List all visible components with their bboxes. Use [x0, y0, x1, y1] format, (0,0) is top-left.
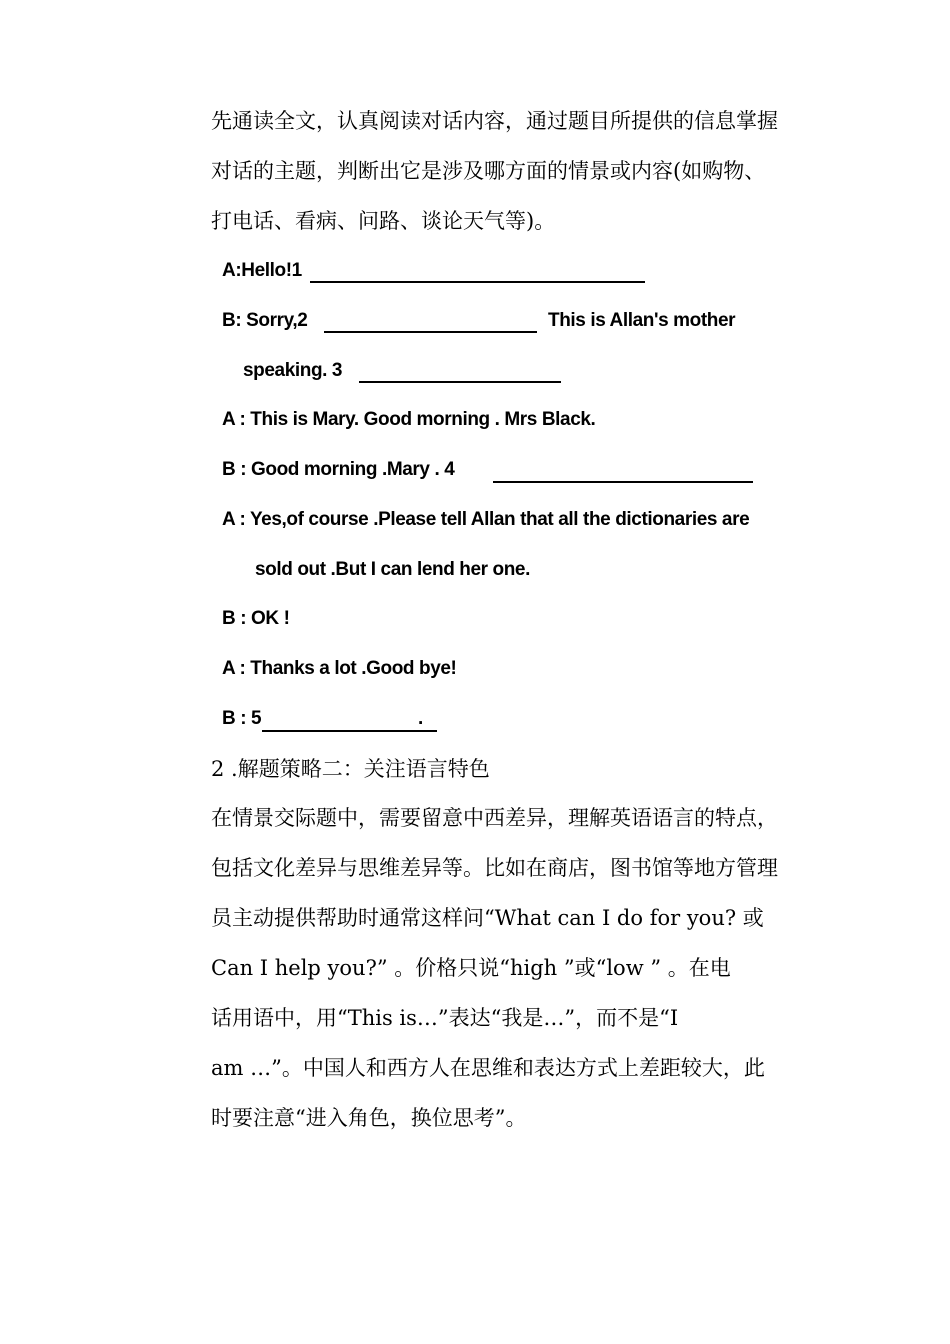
- section-2-line-7: 时要注意“进入角色，换位思考”。: [211, 1106, 527, 1130]
- dialogue-line-8: B : OK !: [222, 608, 290, 629]
- dialogue-line-2-end: This is Allan's mother: [548, 310, 736, 331]
- dialogue-line-2-start: B: Sorry,2: [222, 310, 308, 331]
- answer-blank-1[interactable]: [310, 281, 645, 283]
- section-2-line-5: 话用语中，用“This is…”表达“我是…”，而不是“I: [211, 1006, 679, 1030]
- dialogue-line-4: A : This is Mary. Good morning . Mrs Black.: [222, 409, 596, 430]
- section-2-line-4: Can I help you?” 。价格只说“high ”或“low ” 。在电: [211, 956, 731, 980]
- dialogue-line-3: speaking. 3: [243, 360, 343, 381]
- intro-line-1: 先通读全文，认真阅读对话内容，通过题目所提供的信息掌握: [211, 109, 778, 133]
- section-2-line-2: 包括文化差异与思维差异等。比如在商店，图书馆等地方管理: [211, 856, 778, 880]
- dialogue-line-5: B : Good morning .Mary . 4: [222, 459, 455, 480]
- section-2-line-1: 在情景交际题中，需要留意中西差异，理解英语语言的特点，: [211, 806, 778, 830]
- answer-blank-3[interactable]: [359, 381, 561, 383]
- intro-line-2: 对话的主题，判断出它是涉及哪方面的情景或内容(如购物、: [211, 159, 766, 183]
- dialogue-line-1: A:Hello!1: [222, 260, 302, 281]
- section-2-line-3: 员主动提供帮助时通常这样问“What can I do for you? 或: [211, 906, 764, 930]
- section-2-heading: 2 .解题策略二：关注语言特色: [211, 757, 490, 781]
- dialogue-line-10-period: .: [418, 708, 423, 729]
- dialogue-line-10: B : 5: [222, 708, 262, 729]
- answer-blank-2[interactable]: [324, 331, 537, 333]
- section-2-line-6: am …”。中国人和西方人在思维和表达方式上差距较大，此: [211, 1056, 765, 1080]
- dialogue-line-9: A : Thanks a lot .Good bye!: [222, 658, 457, 679]
- dialogue-line-6: A : Yes,of course .Please tell Allan that all the dictionaries are: [222, 509, 750, 530]
- answer-blank-4[interactable]: [493, 481, 753, 483]
- intro-line-3: 打电话、看病、问路、谈论天气等)。: [211, 209, 556, 233]
- dialogue-line-7: sold out .But I can lend her one.: [255, 559, 530, 580]
- answer-blank-5[interactable]: [262, 730, 437, 732]
